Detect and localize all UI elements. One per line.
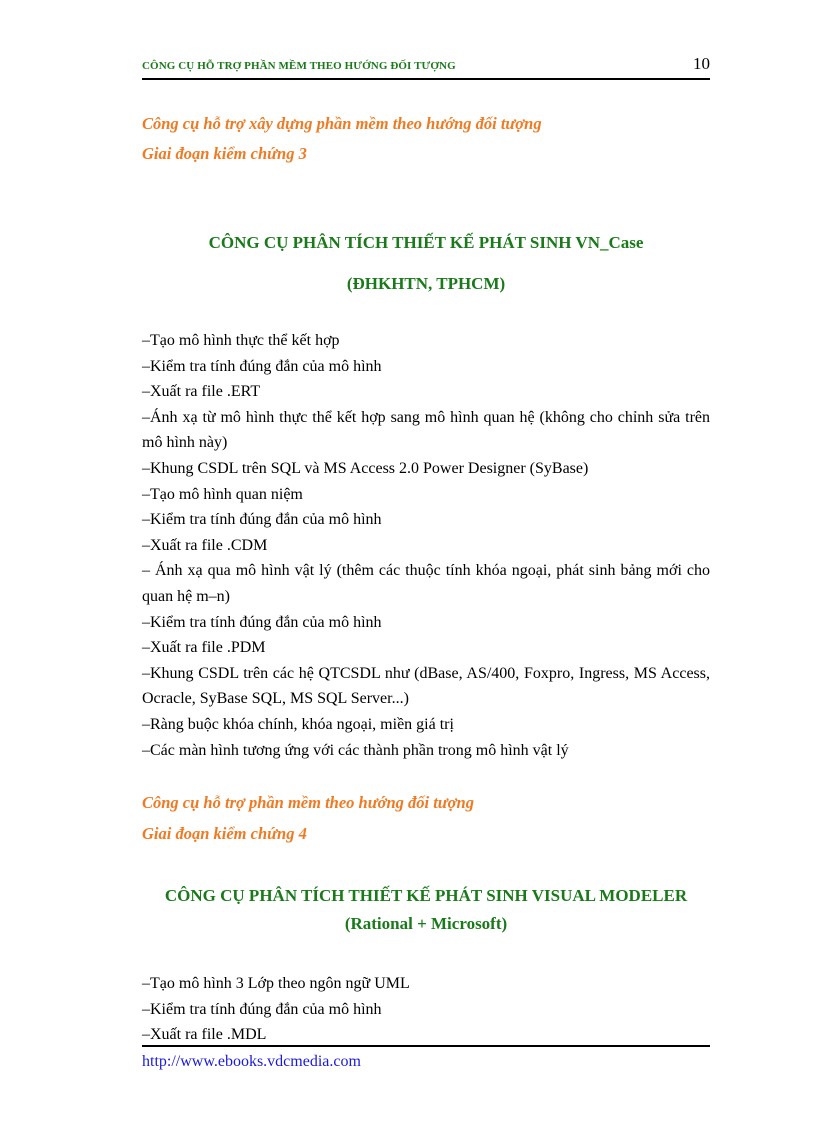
list-item: – Ánh xạ qua mô hình vật lý (thêm các thuộc tính khóa ngoại, phát sinh bảng mới cho quan hệ m–n) [142,562,710,605]
section1-heading-sub: (ĐHKHTN, TPHCM) [346,274,506,293]
list-item: –Tạo mô hình thực thể kết hợp [142,332,340,349]
footer-link[interactable]: http://www.ebooks.vdcmedia.com [142,1053,361,1070]
section1-heading: CÔNG CỤ PHÂN TÍCH THIẾT KẾ PHÁT SINH VN_Case [208,233,644,252]
section1-stage: Giai đoạn kiểm chứng 3 [142,144,307,163]
section2-stage: Giai đoạn kiểm chứng 4 [142,824,307,843]
footer-divider [142,1045,710,1047]
section1-subtitle: Công cụ hỗ trợ xây dựng phần mềm theo hướng đối tượng [142,114,542,133]
list-item: –Xuất ra file .MDL [142,1026,267,1044]
section2-heading: CÔNG CỤ PHÂN TÍCH THIẾT KẾ PHÁT SINH VISUAL MODELER [164,886,688,905]
list-item: –Tạo mô hình 3 Lớp theo ngôn ngữ UML [142,975,410,992]
list-item: –Các màn hình tương ứng với các thành phần trong mô hình vật lý [142,741,569,759]
list-item: –Xuất ra file .CDM [142,536,268,554]
list-item: –Kiểm tra tính đúng đắn của mô hình [142,357,382,375]
list-item: –Khung CSDL trên các hệ QTCSDL như (dBase, AS/400, Foxpro, Ingress, MS Access, Ocracle, SyBase SQL, MS SQL Server...) [142,664,710,708]
page-header [142,52,710,80]
list-item: –Xuất ra file .ERT [142,383,261,401]
list-item: –Kiểm tra tính đúng đắn của mô hình [142,511,382,529]
section2-list [142,971,710,1048]
section2-subtitle: Công cụ hỗ trợ phần mềm theo hướng đối tượng [142,793,474,812]
section1-list [142,328,710,763]
list-item: –Xuất ra file .PDM [142,639,266,657]
section2-heading-sub: (Rational + Microsoft) [344,914,508,933]
list-item: –Khung CSDL trên SQL và MS Access 2.0 Power Designer (SyBase) [142,459,589,477]
page-number: 10 [693,54,710,73]
list-item: –Kiểm tra tính đúng đắn của mô hình [142,613,382,631]
list-item: –Tạo mô hình quan niệm [142,485,303,503]
list-item: –Ràng buộc khóa chính, khóa ngoại, miền giá trị [142,715,454,733]
header-title: CÔNG CỤ HỖ TRỢ PHẦN MỀM THEO HƯỚNG ĐỐI TƯỢNG [142,60,456,72]
list-item: –Ánh xạ từ mô hình thực thể kết hợp sang mô hình quan hệ (không cho chỉnh sửa trên mô hình này) [142,408,710,452]
list-item: –Kiểm tra tính đúng đắn của mô hình [142,1000,382,1018]
